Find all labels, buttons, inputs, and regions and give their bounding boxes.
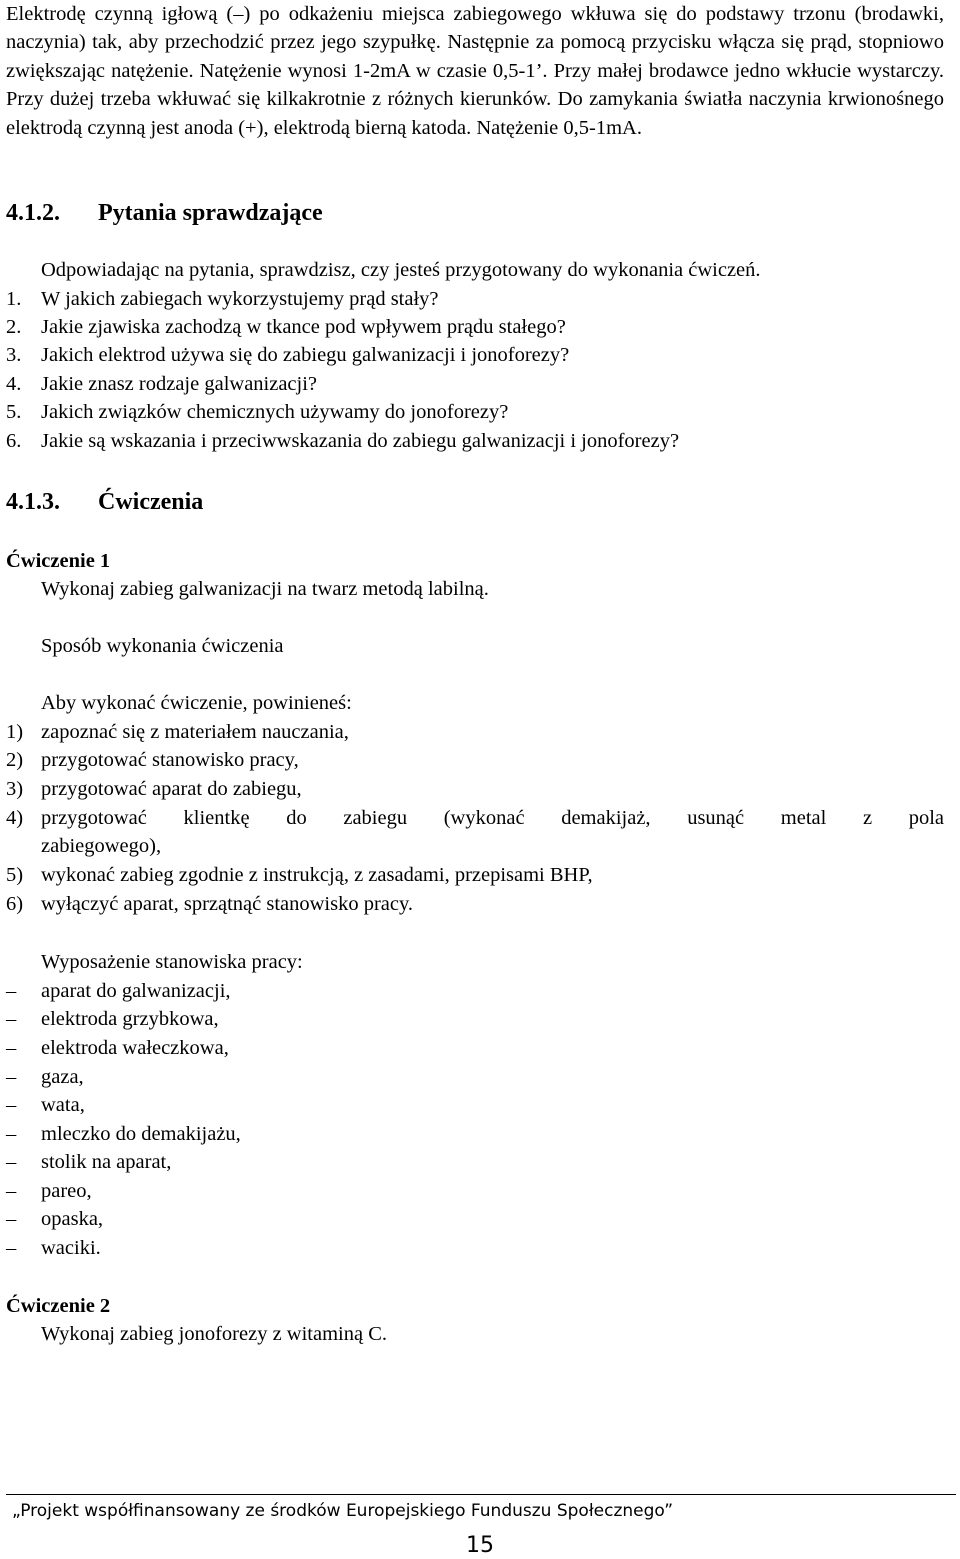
question-number: 3.	[6, 344, 22, 366]
section-heading-questions	[6, 198, 323, 228]
equipment-item: opaska,	[41, 1208, 104, 1230]
questions-lead: Odpowiadając na pytania, sprawdzisz, czy jesteś przygotowany do wykonania ćwiczeń.	[41, 259, 761, 281]
section-number: 4.1.2.	[6, 200, 60, 226]
section-heading-exercises	[6, 487, 203, 517]
equipment-item: wata,	[41, 1094, 85, 1116]
step-text: przygotować aparat do zabiegu,	[41, 778, 302, 800]
step-number: 2)	[6, 749, 24, 771]
equipment-lead: Wyposażenie stanowiska pracy:	[41, 951, 303, 973]
question-number: 5.	[6, 401, 22, 423]
step-text: wykonać zabieg zgodnie z instrukcją, z zasadami, przepisami BHP,	[41, 864, 593, 886]
step-text: przygotować klientkę do zabiegu (wykonać demakijaż, usunąć metal z pola	[41, 807, 944, 829]
step-number: 6)	[6, 893, 24, 915]
step-text: przygotować stanowisko pracy,	[41, 749, 299, 771]
step-text-continuation: zabiegowego),	[41, 835, 162, 857]
list-dash: –	[6, 1208, 17, 1230]
equipment-item: stolik na aparat,	[41, 1151, 172, 1173]
method-heading: Sposób wykonania ćwiczenia	[41, 635, 284, 657]
list-dash: –	[6, 980, 17, 1002]
step-text: zapoznać się z materiałem nauczania,	[41, 721, 349, 743]
exercise-1-task: Wykonaj zabieg galwanizacji na twarz metodą labilną.	[41, 578, 489, 600]
section-number: 4.1.3.	[6, 489, 60, 515]
step-number: 3)	[6, 778, 24, 800]
exercise-2-heading: Ćwiczenie 2	[6, 1295, 111, 1317]
equipment-item: elektroda grzybkowa,	[41, 1008, 219, 1030]
list-dash: –	[6, 1151, 17, 1173]
list-dash: –	[6, 1037, 17, 1059]
question-text: W jakich zabiegach wykorzystujemy prąd stały?	[41, 288, 439, 310]
step-number: 4)	[6, 807, 24, 829]
equipment-item: aparat do galwanizacji,	[41, 980, 231, 1002]
question-text: Jakie są wskazania i przeciwwskazania do zabiegu galwanizacji i jonoforezy?	[41, 430, 680, 452]
equipment-item: waciki.	[41, 1237, 101, 1259]
step-number: 1)	[6, 721, 24, 743]
equipment-item: pareo,	[41, 1180, 92, 1202]
question-text: Jakie zjawiska zachodzą w tkance pod wpływem prądu stałego?	[41, 316, 566, 338]
question-text: Jakie znasz rodzaje galwanizacji?	[41, 373, 318, 395]
intro-text: Elektrodę czynną igłową (–) po odkażeniu miejsca zabiegowego wkłuwa się do podstawy trzonu (brodawki, naczynia) tak, aby przechodzić przez jego szypułkę. Następnie za pomocą przycisku włącza się prąd, stopniowo zwiększając natężenie. Natężenie wynosi 1-2mA w czasie 0,5-1’. Przy małej brodawce jedno wkłucie wystarczy. Przy dużej trzeba wkłuwać się kilkakrotnie z różnych kierunków. Do zamykania światła naczynia krwionośnego elektrodą czynną jest anoda (+), elektrodą bierną katoda. Natężenie 0,5-1mA.	[6, 3, 944, 139]
list-dash: –	[6, 1123, 17, 1145]
exercise-2-task: Wykonaj zabieg jonoforezy z witaminą C.	[41, 1323, 388, 1345]
list-dash: –	[6, 1237, 17, 1259]
exercise-1-heading: Ćwiczenie 1	[6, 550, 111, 572]
footer-divider	[6, 1494, 956, 1495]
question-number: 1.	[6, 288, 22, 310]
equipment-item: mleczko do demakijażu,	[41, 1123, 241, 1145]
list-dash: –	[6, 1180, 17, 1202]
question-number: 4.	[6, 373, 22, 395]
question-text: Jakich związków chemicznych używamy do jonoforezy?	[41, 401, 509, 423]
section-title: Pytania sprawdzające	[98, 200, 323, 226]
equipment-item: elektroda wałeczkowa,	[41, 1037, 229, 1059]
equipment-item: gaza,	[41, 1066, 84, 1088]
step-number: 5)	[6, 864, 24, 886]
list-dash: –	[6, 1066, 17, 1088]
list-dash: –	[6, 1094, 17, 1116]
question-number: 2.	[6, 316, 22, 338]
footer-text: „Projekt współfinansowany ze środków Europejskiego Funduszu Społecznego”	[12, 1501, 674, 1521]
section-title: Ćwiczenia	[98, 489, 204, 515]
page-number: 15	[466, 1533, 494, 1558]
steps-lead: Aby wykonać ćwiczenie, powinieneś:	[41, 692, 352, 714]
step-text: wyłączyć aparat, sprzątnąć stanowisko pracy.	[41, 893, 414, 915]
question-number: 6.	[6, 430, 22, 452]
intro-paragraph	[6, 0, 944, 142]
list-dash: –	[6, 1008, 17, 1030]
question-text: Jakich elektrod używa się do zabiegu galwanizacji i jonoforezy?	[41, 344, 570, 366]
